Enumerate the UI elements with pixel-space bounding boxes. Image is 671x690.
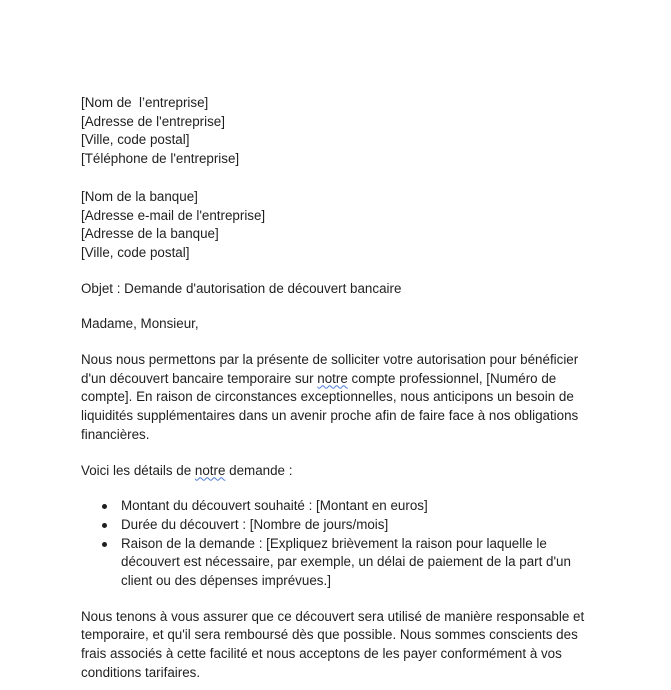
- list-item-text: Durée du découvert : [Nombre de jours/mois]: [121, 516, 389, 532]
- details-intro-end: demande :: [225, 462, 293, 478]
- list-item-text: Montant du découvert souhaité : [Montant en euros]: [121, 498, 428, 514]
- sender-company-address: [Adresse de l'entreprise]: [81, 113, 225, 129]
- spacer: [81, 169, 601, 188]
- request-text-end: compte professionnel, [Numéro de compte]. En raison de circonstances exceptionnelles, nous anticipons un besoin de liquidités supplémentaires dans un avenir proche afin de faire face à nos obligations financières.: [81, 370, 579, 442]
- bullet-icon: [102, 504, 107, 509]
- recipient-address-block: [81, 188, 601, 263]
- recipient-bank-address: [Adresse de la banque]: [81, 226, 219, 242]
- recipient-bank-name: [Nom de la banque]: [81, 188, 198, 204]
- list-item-duration: [81, 516, 601, 535]
- sender-address-block: [81, 94, 601, 169]
- details-intro: [81, 462, 601, 481]
- spacer: [81, 445, 601, 462]
- recipient-city-postal: [Ville, code postal]: [81, 244, 190, 260]
- list-item-amount: [81, 497, 601, 516]
- bullet-icon: [102, 542, 107, 547]
- bullet-icon: [102, 523, 107, 528]
- spellcheck-flagged-word[interactable]: notre: [317, 370, 348, 386]
- letter-body: [81, 94, 601, 683]
- spacer: [81, 334, 601, 351]
- details-list: [81, 497, 601, 591]
- sender-company-name: [Nom de l’entreprise]: [81, 95, 209, 110]
- sender-phone: [Téléphone de l'entreprise]: [81, 151, 240, 167]
- spellcheck-flagged-word[interactable]: notre: [194, 462, 226, 478]
- recipient-email: [Adresse e-mail de l'entreprise]: [81, 207, 266, 223]
- list-item-text: Raison de la demande : [Expliquez brièvement la raison pour laquelle le découvert est nécessaire, par exemple, un délai de paiement de la part d'un client ou des dépenses imprévues.]: [121, 535, 571, 589]
- spacer: [81, 591, 601, 608]
- request-paragraph: [81, 351, 601, 445]
- details-intro-start: Voici les détails de: [81, 462, 195, 478]
- spacer: [81, 480, 601, 497]
- request-text-start: Nous nous permettons par la présente de solliciter votre autorisation pour bénéficier d'un découvert bancaire temporaire sur: [81, 352, 579, 386]
- spacer: [81, 298, 601, 315]
- salutation: Madame, Monsieur,: [81, 316, 199, 332]
- assurance-paragraph: Nous tenons à vous assurer que ce découvert sera utilisé de manière responsable et temporaire, et qu'il sera remboursé dès que possible. Nous sommes conscients des frais associés à cette facilité et nous acceptons de les payer conformément à vos conditions tarifaires.: [81, 608, 585, 680]
- subject-line: Objet : Demande d'autorisation de découvert bancaire: [81, 280, 402, 296]
- sender-city-postal: [Ville, code postal]: [81, 132, 190, 148]
- list-item-reason: [81, 535, 601, 591]
- spacer: [81, 263, 601, 280]
